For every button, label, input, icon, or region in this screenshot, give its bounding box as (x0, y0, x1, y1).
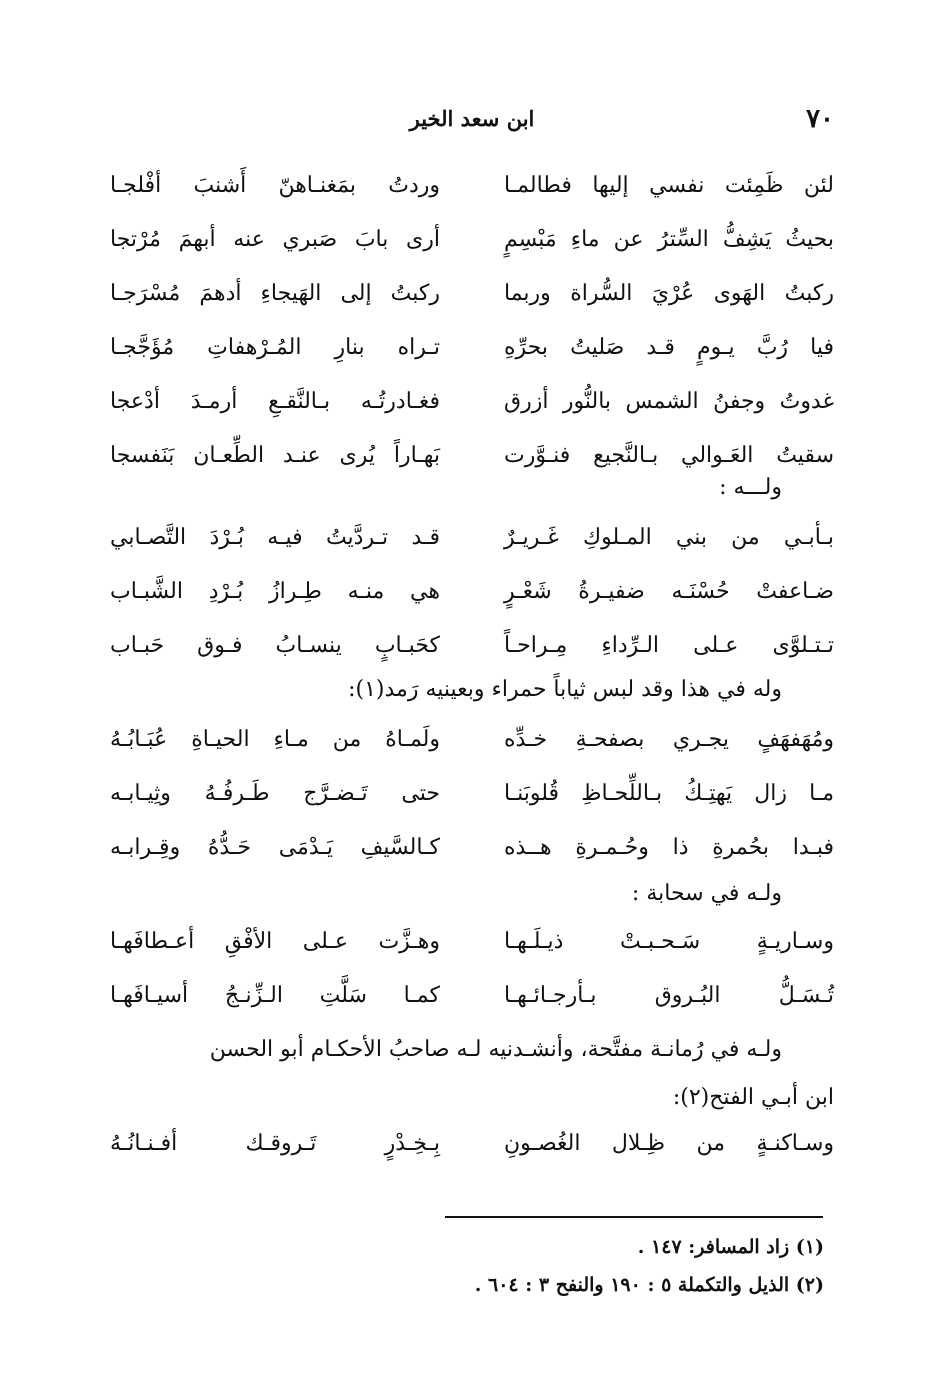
verse (110, 320, 834, 374)
second-hemistich: هي منـه طِـرازُ بُـرْدِ الشَّبـاب (110, 578, 440, 604)
second-hemistich: بَهـاراً يُرى عنـد الطِّعـان بَنَفسجا (110, 442, 440, 468)
second-hemistich: كمـا سَلَّتِ الـزِّنـجُ أسيـافَهـا (110, 982, 440, 1008)
verse (110, 374, 834, 428)
verse (110, 712, 834, 766)
first-hemistich: ركبتُ الهَوى عُرْيَ السُّراة وربما (504, 280, 834, 306)
first-hemistich: بـأبـي من بني المـلوكِ غَـريـرٌ (504, 524, 834, 550)
poem-2 (110, 510, 834, 672)
first-hemistich: غدوتُ وجفنُ الشمس بالنُّور أزرق (504, 388, 834, 414)
verse (110, 266, 834, 320)
second-hemistich: كـالسَّيفِ يَـدْمَى حَـدُّهُ وقِـرابـه (110, 834, 440, 860)
first-hemistich: وسـاكنـةٍ من ظِـلال الغُصـونِ (504, 1130, 834, 1156)
verse (110, 968, 834, 1022)
verse (110, 914, 834, 968)
second-hemistich: وردتُ بمَغنـاهنّ أَشنبَ أفْلجـا (110, 172, 440, 198)
second-hemistich: وهـزَّت عـلى الأفْقِ أعـطافَهـا (110, 928, 440, 954)
poem-intro: ولـه في سحابة : (631, 881, 782, 906)
running-title: ابن سعد الخير (409, 106, 535, 131)
footnote: (١) زاد المسافر: ١٤٧ . (637, 1236, 824, 1258)
verse (110, 158, 834, 212)
second-hemistich: بِـخِـدْرٍ تَـروقـك أفـنـانُـهُ (110, 1130, 440, 1156)
first-hemistich: بحيثُ يَشِفُّ السِّترُ عن ماءِ مَبْسِمٍ (504, 226, 834, 252)
verse (110, 820, 834, 874)
footnotes (475, 1228, 824, 1304)
second-hemistich: ولَمـاهُ من مـاءِ الحيـاةِ عُبَـابُـهُ (110, 726, 440, 752)
verse (110, 510, 834, 564)
first-hemistich: سقيتُ العَـوالي بـالنَّجيع فنـوَّرت (504, 442, 834, 468)
first-hemistich: ضـاعفتْ حُسْنَـه ضفيـرةُ شَعْـرٍ (504, 578, 834, 604)
poem-intro-continued: ابن أبـي الفتح(٢): (672, 1085, 834, 1110)
first-hemistich: فبـدا بحُمرةِ ذا وحُـمـرةِ هــذه (504, 834, 834, 860)
poem-1 (110, 158, 834, 482)
page-number: ٧٠ (806, 104, 834, 134)
poem-4 (110, 914, 834, 1022)
second-hemistich: فغـادرتُـه بـالنَّقـعِ أرمـدَ أدْعجا (110, 388, 440, 414)
first-hemistich: تـتـلوَّى عـلى الـرِّداءِ مِـراحـاً (504, 632, 834, 658)
verse (110, 212, 834, 266)
poem-3 (110, 712, 834, 874)
first-hemistich: تُـسَـلُّ البُـروق بـأرجـائـهـا (504, 982, 834, 1008)
footnote-divider (445, 1216, 823, 1218)
second-hemistich: ركبتُ إلى الهَيجاءِ أدهمَ مُسْرَجـا (110, 280, 440, 306)
poem-intro: وله في هذا وقد لبس ثياباً حمراء وبعينيه رَمد(١): (348, 677, 782, 702)
first-hemistich: وسـاريـةٍ سَـحـبـتْ ذيـلَـهـا (504, 928, 834, 954)
second-hemistich: تـراه بنارِ المُـرْهفاتِ مُؤَجَّجـا (110, 334, 440, 360)
first-hemistich: لئن ظَمِئت نفسي إليها فطالمـا (504, 172, 834, 198)
poem-intro: ولـه في رُمانـة مفتَّحة، وأنشـدنيه لـه صاحبُ الأحكـام أبو الحسن (209, 1037, 782, 1062)
first-hemistich: مـا زال يَهتِـكُ بـاللِّحـاظِ قُلوبَنـا (504, 780, 834, 806)
second-hemistich: قـد تـردَّيتُ فيـه بُـرْدَ التَّصـابي (110, 524, 440, 550)
footnote: (٢) الذيل والتكملة ٥ : ١٩٠ والنفح ٣ : ٦٠٤ . (474, 1274, 824, 1296)
verse (110, 766, 834, 820)
verse (110, 564, 834, 618)
poem-5 (110, 1116, 834, 1170)
first-hemistich: فيا رُبَّ يـومٍ قـد صَليتُ بحرِّهِ (504, 334, 834, 360)
second-hemistich: كحَبـابٍ ينسـابُ فـوق حَبـاب (110, 632, 440, 658)
second-hemistich: أرى بابَ صَبري عنه أبهمَ مُرْتجا (110, 226, 440, 252)
first-hemistich: ومُهَفهَفٍ يجـري بصفحـةِ خـدِّه (504, 726, 834, 752)
poem-intro: ولـــه : (719, 475, 782, 500)
verse (110, 1116, 834, 1170)
second-hemistich: حتى تَـضـرَّج طَـرفُـهُ وثِيـابـه (110, 780, 440, 806)
page-header (110, 104, 834, 144)
